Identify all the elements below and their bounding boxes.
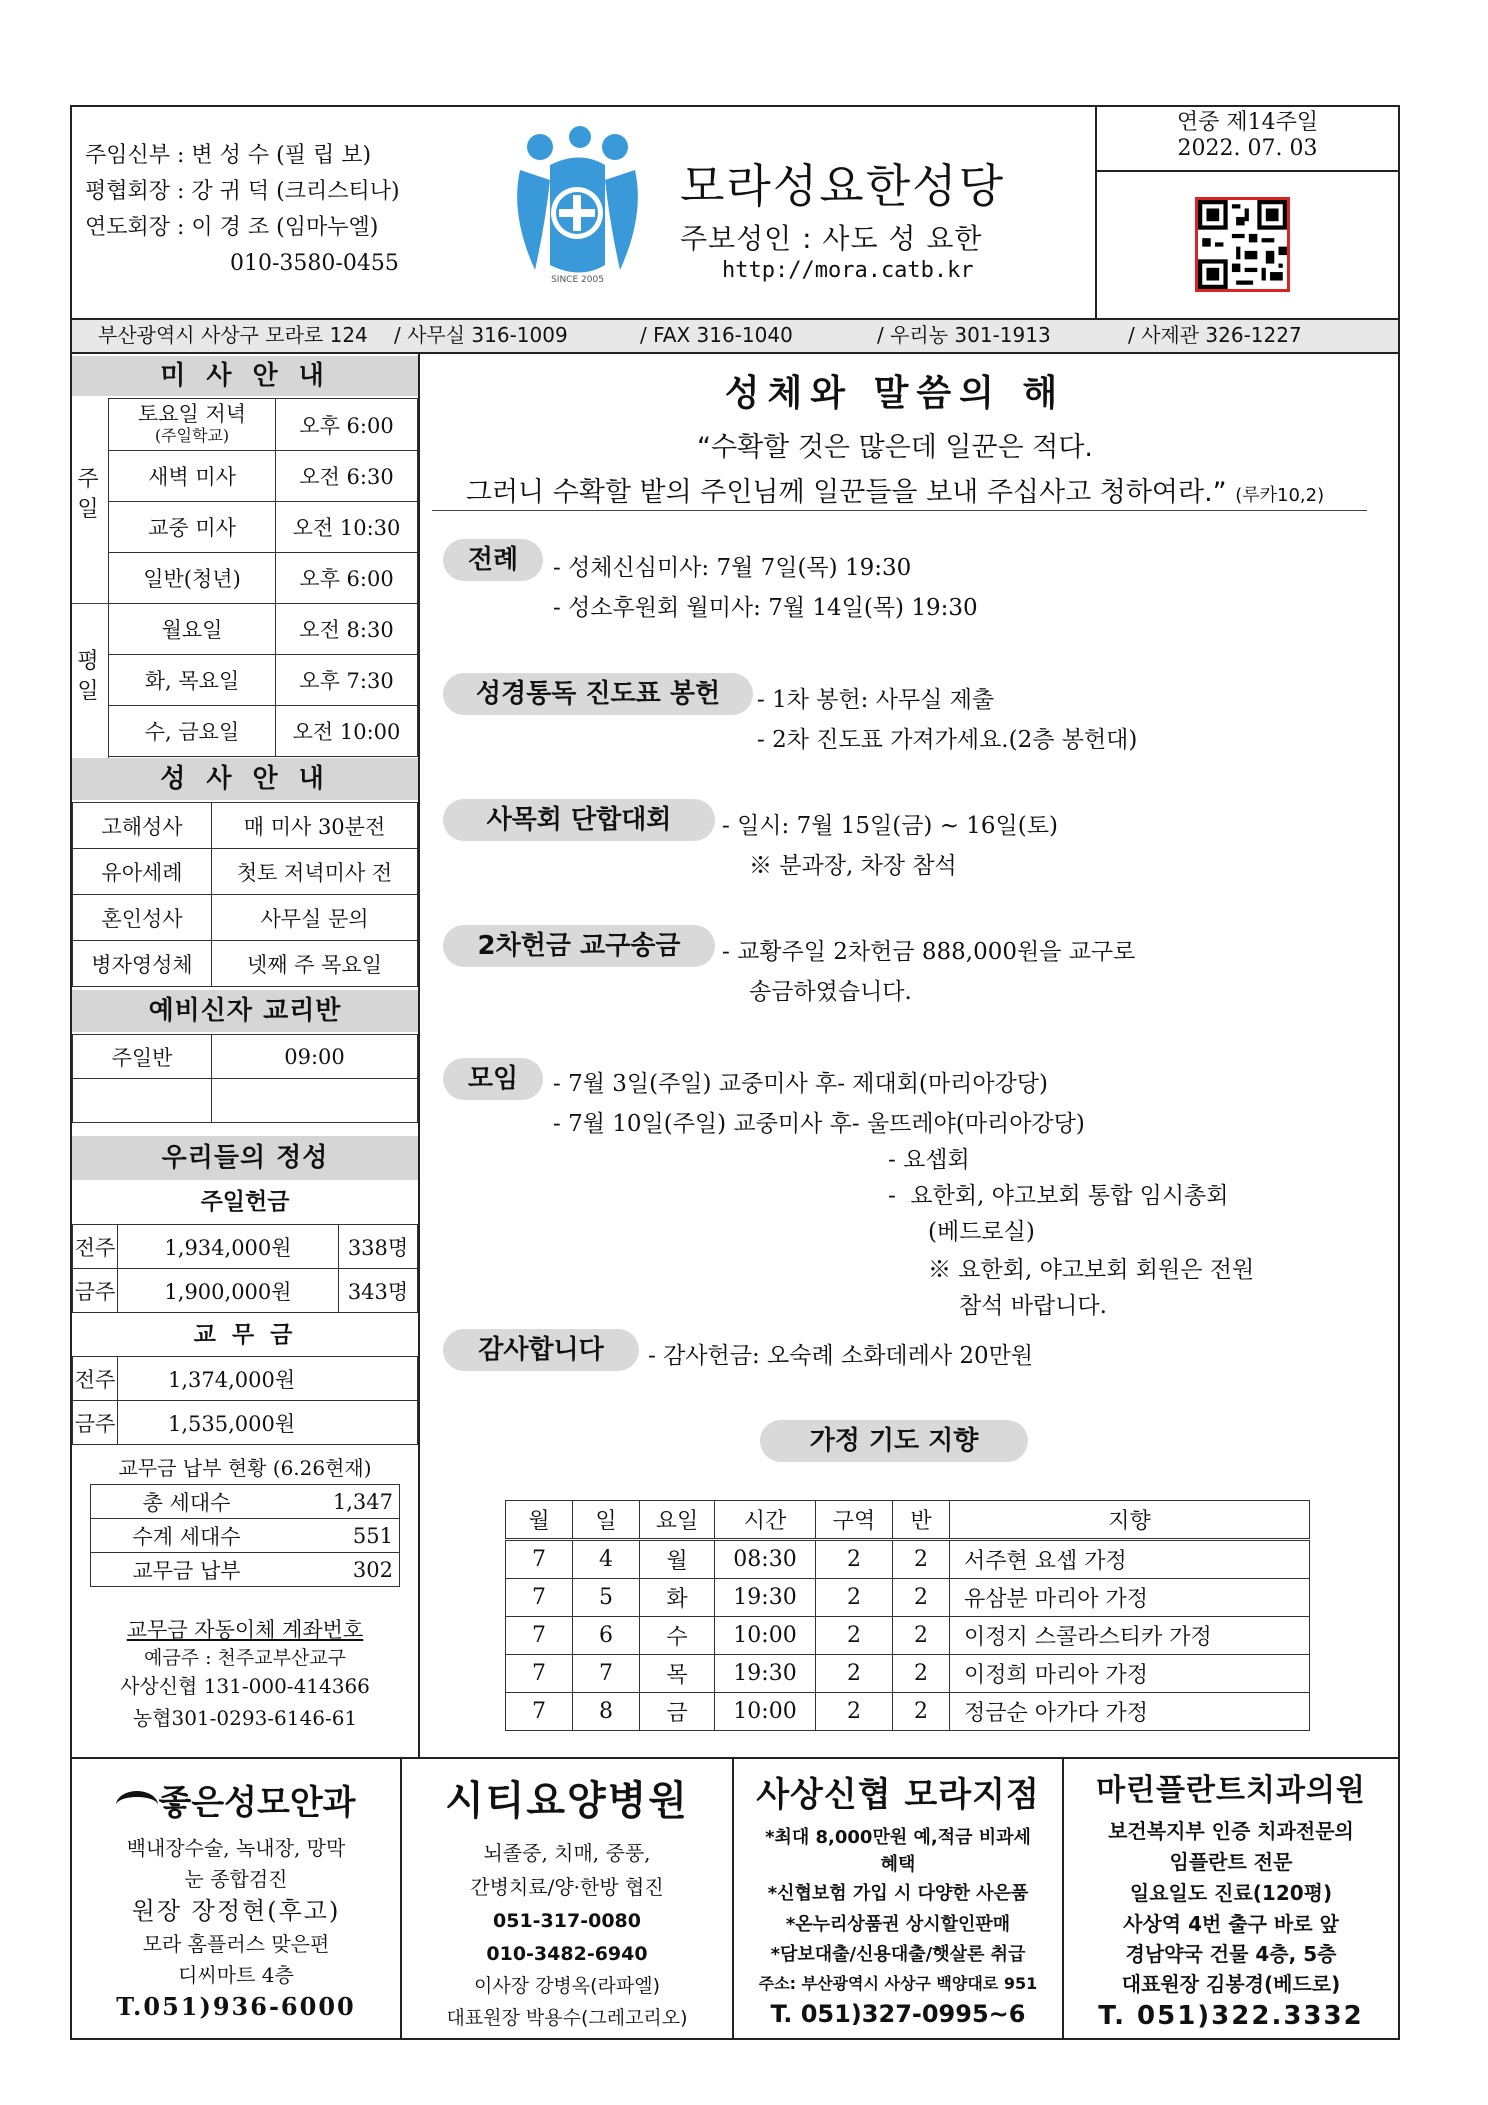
divider	[1095, 170, 1400, 172]
church-tax-amount: 1,535,000원	[118, 1401, 418, 1445]
office-phone: / 사무실 316-1009	[394, 323, 568, 347]
section-line: 송금하였습니다.	[749, 979, 912, 1005]
tax-status-title: 교무금 납부 현황 (6.26현재)	[118, 1456, 372, 1480]
issue-info	[1095, 110, 1400, 162]
weekday-label: 평 일	[77, 649, 99, 704]
table-cell: 7	[573, 1655, 640, 1693]
mass-time: 오전 6:30	[276, 451, 418, 502]
ad-line: 010-3482-6940	[486, 1943, 648, 1965]
table-cell: 2	[816, 1617, 893, 1655]
ad-line: 보건복지부 인증 치과전문의	[1108, 1819, 1354, 1843]
ad-nursing-hospital	[402, 1757, 732, 2037]
divider	[70, 318, 1400, 320]
ad-line: 대표원장 김봉경(베드로)	[1121, 1972, 1341, 1996]
section-line: (베드로실)	[928, 1219, 1035, 1245]
status-value: 302	[282, 1553, 399, 1587]
mass-name: 화, 목요일	[109, 655, 276, 706]
ad-line: *담보대출/신용대출/햇살론 취급	[770, 1944, 1026, 1965]
table-cell: 2	[816, 1655, 893, 1693]
section-line: - 7월 10일(주일) 교중미사 후- 울뜨레야(마리아강당)	[553, 1111, 1085, 1137]
sacrament-name: 병자영성체	[73, 941, 212, 987]
divider	[432, 510, 1367, 511]
sacrament-name: 고해성사	[73, 803, 212, 849]
table-cell: 7	[506, 1540, 573, 1579]
table-cell: 서주현 요셉 가정	[950, 1540, 1310, 1579]
sunday-label: 주 일	[77, 467, 99, 522]
prayer-intention-title: 가정 기도 지향	[760, 1420, 1028, 1462]
table-cell: 정금순 아가다 가정	[950, 1693, 1310, 1731]
section-line: - 교황주일 2차헌금 888,000원을 교구로	[722, 939, 1136, 965]
section-line: - 요한회, 야고보회 통합 임시총회	[888, 1183, 1229, 1209]
account-number: 농협301-0293-6146-61	[132, 1706, 358, 1730]
sacrament-info: 사무실 문의	[212, 895, 418, 941]
mass-row	[109, 604, 418, 655]
staff-row: 평협회장 : 강 귀 덕 (크리스티나)	[85, 179, 400, 204]
staff-baptism: (필 립 보)	[276, 143, 372, 168]
table-cell: 5	[573, 1579, 640, 1617]
prayer-intention-table	[505, 1500, 1310, 1731]
section-line: - 2차 진도표 가져가세요.(2층 봉헌대)	[757, 727, 1138, 753]
mass-time: 오전 8:30	[276, 604, 418, 655]
eye-logo-icon	[116, 1791, 158, 1819]
table-cell: 2	[893, 1655, 950, 1693]
mass-time: 오후 7:30	[276, 655, 418, 706]
sacrament-name: 유아세례	[73, 849, 212, 895]
table-cell: 월	[640, 1540, 715, 1579]
sacrament-row	[73, 803, 418, 849]
staff-name: 이 경 조	[191, 215, 270, 240]
table-row	[506, 1655, 1310, 1693]
mass-table	[108, 398, 418, 757]
offering-row	[73, 1225, 418, 1269]
ad-name: 좋은성모안과	[158, 1783, 356, 1823]
ad-name: 시티요양병원	[445, 1778, 689, 1824]
ad-line: *최대 8,000만원 예,적금 비과세	[765, 1827, 1031, 1848]
column-header: 월	[506, 1501, 573, 1540]
ad-line: 경남약국 건물 4층, 5층	[1125, 1942, 1337, 1966]
sacrament-info: 넷째 주 목요일	[212, 941, 418, 987]
church-tax-label: 전주	[73, 1357, 118, 1401]
table-cell: 2	[816, 1579, 893, 1617]
status-value: 1,347	[282, 1485, 399, 1519]
account-info	[72, 1614, 418, 1734]
table-cell: 2	[893, 1693, 950, 1731]
status-value: 551	[282, 1519, 399, 1553]
church-tax-row	[73, 1357, 418, 1401]
table-cell: 2	[893, 1617, 950, 1655]
farm-phone: / 우리농 301-1913	[877, 323, 1051, 347]
mass-row	[109, 655, 418, 706]
ad-phone: T. 051)322.3332	[1098, 2001, 1364, 2031]
sunday-offering-table	[72, 1224, 418, 1313]
section-label-bible-reading: 성경통독 진도표 봉헌	[443, 673, 753, 715]
staff-role: 연도회장	[85, 215, 171, 240]
staff-phone: 010-3580-0455	[230, 251, 399, 276]
mass-time: 오전 10:30	[276, 502, 418, 553]
church-tax-label: 금주	[73, 1401, 118, 1445]
mass-name-sub: (주일학교)	[154, 425, 230, 445]
table-row	[506, 1579, 1310, 1617]
scripture-quote-text: 그러니 수확할 밭의 주인님께 일꾼들을 보내 주십사고 청하여라.”	[465, 477, 1227, 508]
ad-line: 백내장수술, 녹내장, 망막	[126, 1836, 346, 1860]
table-cell: 10:00	[715, 1693, 816, 1731]
staff-row: 주임신부 : 변 성 수 (필 립 보)	[85, 143, 372, 168]
ad-dental-clinic	[1064, 1757, 1398, 2037]
table-cell: 7	[506, 1693, 573, 1731]
mass-schedule-heading: 미 사 안 내	[72, 356, 418, 396]
ad-line: 주소: 부산광역시 사상구 백양대로 951	[758, 1974, 1038, 1993]
ad-line: *신협보험 가입 시 다양한 사은품	[767, 1883, 1029, 1904]
sacrament-row	[73, 941, 418, 987]
sacrament-info: 매 미사 30분전	[212, 803, 418, 849]
mass-row	[109, 399, 418, 451]
mass-name: 수, 금요일	[109, 706, 276, 757]
offering-count: 343명	[339, 1269, 418, 1313]
sidebar-divider	[418, 352, 420, 1757]
mass-time: 오전 10:00	[276, 706, 418, 757]
offering-heading: 우리들의 정성	[72, 1136, 418, 1180]
status-label: 총 세대수	[91, 1485, 283, 1519]
catechumen-heading: 예비신자 교리반	[72, 990, 418, 1032]
table-cell: 금	[640, 1693, 715, 1731]
mass-name: 월요일	[109, 604, 276, 655]
church-logo	[510, 125, 645, 290]
mass-name: 교중 미사	[109, 502, 276, 553]
section-line: - 요셉회	[888, 1147, 970, 1173]
section-line: - 7월 3일(주일) 교중미사 후- 제대회(마리아강당)	[553, 1071, 1048, 1097]
table-cell: 화	[640, 1579, 715, 1617]
column-header: 일	[573, 1501, 640, 1540]
mass-time: 오후 6:00	[276, 399, 418, 451]
column-header: 시간	[715, 1501, 816, 1540]
scripture-quote: “수확할 것은 많은데 일꾼은 적다.	[697, 432, 1093, 463]
scripture-quote-2	[420, 470, 1370, 509]
rectory-phone: / 사제관 326-1227	[1128, 323, 1302, 347]
sacrament-info: 첫토 저녁미사 전	[212, 849, 418, 895]
status-row	[91, 1553, 400, 1587]
table-row	[506, 1693, 1310, 1731]
staff-baptism: (크리스티나)	[276, 179, 400, 204]
ad-name: 마린플란트치과의원	[1096, 1773, 1366, 1808]
ad-line: 간병치료/양·한방 협진	[470, 1875, 664, 1899]
section-label-meetings: 모임	[443, 1058, 543, 1100]
class-name	[73, 1079, 212, 1123]
year-theme-title: 성체와 말씀의 해	[724, 373, 1066, 414]
liturgical-week: 연중 제14주일	[1176, 110, 1319, 135]
ad-credit-union	[734, 1757, 1062, 2037]
table-cell: 2	[816, 1693, 893, 1731]
table-cell: 이정지 스콜라스티카 가정	[950, 1617, 1310, 1655]
column-header: 반	[893, 1501, 950, 1540]
church-name: 모라성요한성당	[680, 159, 1006, 213]
table-cell: 수	[640, 1617, 715, 1655]
sacrament-row	[73, 895, 418, 941]
mass-row	[109, 451, 418, 502]
sacrament-heading: 성 사 안 내	[72, 758, 418, 800]
ad-line: 디씨마트 4층	[178, 1963, 294, 1987]
status-row	[91, 1485, 400, 1519]
staff-row: 연도회장 : 이 경 조 (임마누엘)	[85, 215, 379, 240]
section-line: - 1차 봉헌: 사무실 제출	[757, 687, 995, 713]
section-label-council-retreat: 사목회 단합대회	[443, 799, 715, 841]
section-line: ※ 요한회, 야고보회 회원은 전원	[928, 1257, 1255, 1283]
ad-line: *온누리상품권 상시할인판매	[785, 1914, 1011, 1935]
class-time: 09:00	[212, 1035, 418, 1079]
table-cell: 2	[893, 1579, 950, 1617]
status-row	[91, 1519, 400, 1553]
table-cell: 유삼분 마리아 가정	[950, 1579, 1310, 1617]
ad-line: 051-317-0080	[493, 1910, 641, 1932]
table-row	[506, 1617, 1310, 1655]
section-line: - 감사헌금: 오숙례 소화데레사 20만원	[648, 1343, 1034, 1369]
table-cell: 7	[506, 1579, 573, 1617]
catechumen-table	[72, 1034, 418, 1123]
table-cell: 7	[506, 1617, 573, 1655]
account-number: 사상신협 131-000-414366	[120, 1674, 370, 1698]
tax-status-table	[90, 1484, 400, 1587]
table-header-row	[506, 1501, 1310, 1540]
qr-code[interactable]	[1195, 197, 1290, 292]
table-cell: 10:00	[715, 1617, 816, 1655]
column-header: 구역	[816, 1501, 893, 1540]
staff-name: 변 성 수	[191, 143, 270, 168]
table-cell: 8	[573, 1693, 640, 1731]
ad-eye-clinic-title	[72, 1775, 400, 1824]
church-tax-amount: 1,374,000원	[118, 1357, 418, 1401]
staff-name: 강 귀 덕	[191, 179, 270, 204]
ad-eye-clinic	[72, 1757, 400, 2037]
table-cell: 이정희 마리아 가정	[950, 1655, 1310, 1693]
table-row	[506, 1540, 1310, 1579]
catechumen-row	[73, 1035, 418, 1079]
ad-line: 사상역 4번 출구 바로 앞	[1123, 1912, 1339, 1936]
staff-role: 평협회장	[85, 179, 171, 204]
section-line: 참석 바랍니다.	[959, 1293, 1107, 1319]
church-tax-row	[73, 1401, 418, 1445]
sacrament-name: 혼인성사	[73, 895, 212, 941]
ad-line: 원장 장정현(후고)	[131, 1897, 341, 1925]
church-address: 부산광역시 사상구 모라로 124	[98, 323, 368, 347]
ad-line: 뇌졸중, 치매, 중풍,	[483, 1841, 651, 1865]
mass-row	[109, 706, 418, 757]
table-cell: 08:30	[715, 1540, 816, 1579]
table-cell: 19:30	[715, 1579, 816, 1617]
ad-line: 모라 홈플러스 맞은편	[142, 1932, 330, 1956]
column-header: 요일	[640, 1501, 715, 1540]
table-cell: 6	[573, 1617, 640, 1655]
column-header: 지향	[950, 1501, 1310, 1540]
status-label: 교무금 납부	[91, 1553, 283, 1587]
ad-name: 사상신협 모라지점	[756, 1775, 1040, 1815]
mass-name: 일반(청년)	[109, 553, 276, 604]
ad-line: 눈 종합검진	[184, 1867, 288, 1891]
issue-date: 2022. 07. 03	[1177, 136, 1318, 161]
ad-line: 혜택	[880, 1854, 916, 1875]
ad-phone: T.051)936-6000	[116, 1992, 356, 2021]
section-line: - 성체신심미사: 7월 7일(목) 19:30	[553, 555, 912, 581]
section-line: ※ 분과장, 차장 참석	[749, 853, 957, 879]
offering-amount: 1,934,000원	[118, 1225, 339, 1269]
table-cell: 2	[816, 1540, 893, 1579]
sacrament-table	[72, 802, 418, 987]
fax-number: / FAX 316-1040	[640, 323, 793, 347]
mass-name-text: 토요일 저녁	[137, 401, 247, 426]
staff-baptism: (임마누엘)	[276, 215, 379, 240]
ad-line: 대표원장 박용수(그레고리오)	[446, 2007, 688, 2029]
mass-row	[109, 553, 418, 604]
section-line: - 일시: 7월 15일(금) ~ 16일(토)	[722, 813, 1058, 839]
church-tax-table	[72, 1356, 418, 1445]
mass-time: 오후 6:00	[276, 553, 418, 604]
offering-label: 금주	[73, 1269, 118, 1313]
offering-amount: 1,900,000원	[118, 1269, 339, 1313]
section-label-second-collection: 2차헌금 교구송금	[443, 925, 715, 967]
scripture-reference: (루카10,2)	[1235, 485, 1325, 506]
table-cell: 2	[893, 1540, 950, 1579]
mass-row	[109, 502, 418, 553]
patron-saint: 주보성인 : 사도 성 요한	[680, 222, 983, 255]
table-cell: 목	[640, 1655, 715, 1693]
catechumen-row	[73, 1079, 418, 1123]
ad-line: 임플란트 전문	[1169, 1850, 1293, 1874]
sacrament-row	[73, 849, 418, 895]
section-label-liturgy: 전례	[443, 539, 543, 581]
mass-name	[109, 399, 276, 451]
sunday-offering-title: 주일헌금	[200, 1189, 290, 1215]
status-label: 수계 세대수	[91, 1519, 283, 1553]
table-cell: 4	[573, 1540, 640, 1579]
staff-list	[85, 138, 400, 282]
section-line: - 성소후원회 월미사: 7월 14일(목) 19:30	[553, 595, 978, 621]
ad-phone: T. 051)327-0995~6	[770, 2000, 1026, 2028]
account-holder: 예금주 : 천주교부산교구	[143, 1647, 347, 1669]
offering-row	[73, 1269, 418, 1313]
staff-role: 주임신부	[85, 143, 171, 168]
account-title: 교무금 자동이체 계좌번호	[126, 1618, 364, 1642]
offering-label: 전주	[73, 1225, 118, 1269]
section-label-thanks: 감사합니다	[443, 1329, 639, 1371]
table-cell: 7	[506, 1655, 573, 1693]
church-tax-title: 교 무 금	[193, 1322, 297, 1348]
mass-name: 새벽 미사	[109, 451, 276, 502]
church-url[interactable]: http://mora.catb.kr	[722, 258, 974, 283]
logo-since: SINCE 2005	[551, 275, 604, 285]
ad-line: 이사장 강병옥(라파엘)	[473, 1975, 661, 1997]
table-cell: 19:30	[715, 1655, 816, 1693]
divider	[70, 352, 1400, 354]
class-time	[212, 1079, 418, 1123]
offering-count: 338명	[339, 1225, 418, 1269]
class-name: 주일반	[73, 1035, 212, 1079]
ad-line: 일요일도 진료(120평)	[1129, 1881, 1333, 1905]
address-bar	[72, 318, 1398, 352]
